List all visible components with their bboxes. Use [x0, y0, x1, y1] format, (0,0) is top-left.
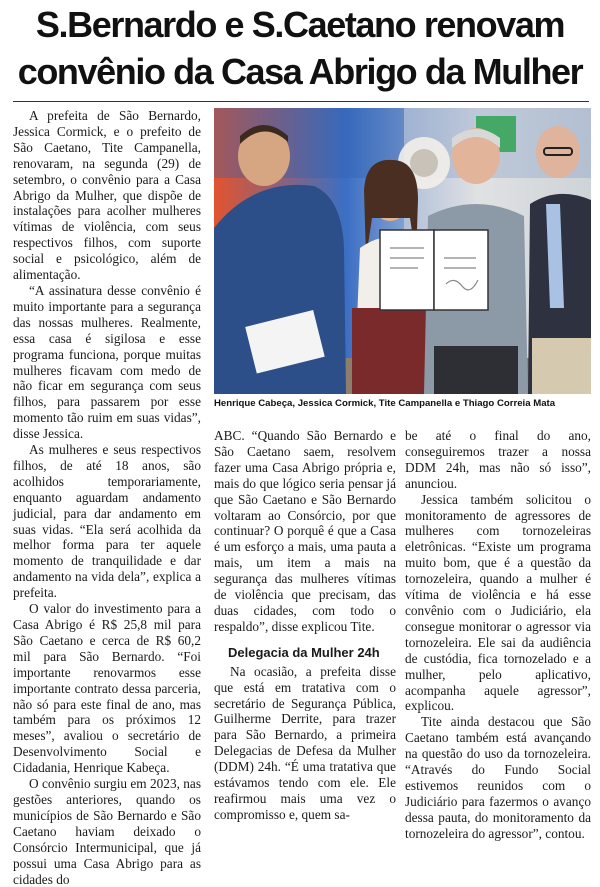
- signed-document: [380, 230, 488, 310]
- paragraph-sao-caetano: Tite ainda destacou que São Caetano também está avançando na questão do uso da tornozeleira. “Através do Fundo Social estivemos reunidos com o Judiciário para fazermos o avanço dessa pauta, do monitoramento da tornozeleira do agressor”, contou.: [405, 714, 591, 841]
- paragraph-ddm-anuncio: be até o final do ano, conseguiremos trazer a nossa DDM 24h, mas não só isso”, anunciou.: [405, 428, 591, 491]
- paragraph-delegacia: Na ocasião, a prefeita disse que está em tratativa com o secretário de Segurança Pública, Guilherme Derrite, para trazer para São Bernardo, a primeira Delegacias de Defesa da Mulher (DDM) 24h. “É uma tratativa que estávamos tendo com ele. Ele reafirmou mais uma vez o compromisso e, quem sa-: [214, 663, 396, 822]
- paragraph-quote-tite: ABC. “Quando São Bernardo e São Caetano saem, resolvem fazer uma Casa Abrigo própria e, mais do que lógico seria pensar já que São Caetano e São Bernardo voltaram ao Consórcio, por que continuar? O porquê é que a Casa é um esforço a mais, uma pauta a mais, um item a mais na segurança das mulheres vítimas de violência que precisam, das duas cidades, com todo o respaldo”, disse explicou Tite.: [214, 428, 396, 634]
- paragraph-origem-convenio: O convênio surgiu em 2023, nas gestões anteriores, quando os municípios de São Bernardo e São Caetano haviam deixado o Consórcio Intermunicipal, que já possui uma Casa Abrigo para as cidades do: [13, 776, 201, 887]
- subheading-delegacia: Delegacia da Mulher 24h: [228, 644, 380, 660]
- article-column-2: [214, 428, 396, 822]
- paragraph-quote-jessica: “A assinatura desse convênio é muito importante para a segurança das nossas mulheres. Realmente, essa casa é sigilosa e esse programa funciona, porque muitas mulheres ficavam com medo de não ficar em segurança com seus filhos, para passarem por esse momento tão ruim em suas vidas”, disse Jessica.: [13, 282, 201, 442]
- article-photo: [214, 108, 591, 394]
- paragraph-tornozeleira: Jessica também solicitou o monitoramento de agressores de mulheres com tornozeleiras eletrônicas. “Existe um programa muito bom, que é a questão da tornozeleira, quando a mulher é vítima de violência e há esse convênio com o Judiciário, ela consegue monitorar o agressor via tornozeleira. Ele sai da audiência de custódia, fica tornozelado e a mulher, pelo aplicativo, acompanha aquele agressor”, explicou.: [405, 491, 591, 714]
- photo-caption: Henrique Cabeça, Jessica Cormick, Tite Campanella e Thiago Correia Mata: [214, 398, 556, 409]
- headline-line-2: convênio da Casa Abrigo da Mulher: [17, 51, 583, 92]
- article-column-3: [405, 428, 591, 841]
- headline-rule: [13, 101, 589, 102]
- paragraph-investimento: O valor do investimento para a Casa Abrigo é R$ 25,8 mil para São Caetano e cerca de R$ 60,2 mil para São Bernardo. “Foi importante renovarmos esse importante contrato dessa parceria, não só para este final de ano, mas também para os próximos 12 meses”, avaliou o secretário de Desenvolvimento Social e Cidadania, Henrique Kabeça.: [13, 601, 201, 776]
- paragraph-intro: A prefeita de São Bernardo, Jessica Cormick, e o prefeito de São Caetano, Tite Campanella, renovaram, na segunda (29) de setembro, o convênio para a Casa Abrigo da Mulher, que dispõe de instalações para acolher mulheres vítimas de violência, com seus respectivos filhos, com suporte social e psicológico, além de alimentação.: [13, 108, 201, 283]
- article-column-1: [13, 108, 201, 887]
- headline-line-1: S.Bernardo e S.Caetano renovam: [35, 4, 565, 45]
- paragraph-acolhimento: As mulheres e seus respectivos filhos, de até 18 anos, são acolhidos temporariamente, enquanto aguardam andamento judicial, para dar andamento em suas vidas. “Ela será acolhida da melhor forma para ter aquele momento de tranquilidade e dar andamento na vida dela”, explica a prefeita.: [13, 442, 201, 601]
